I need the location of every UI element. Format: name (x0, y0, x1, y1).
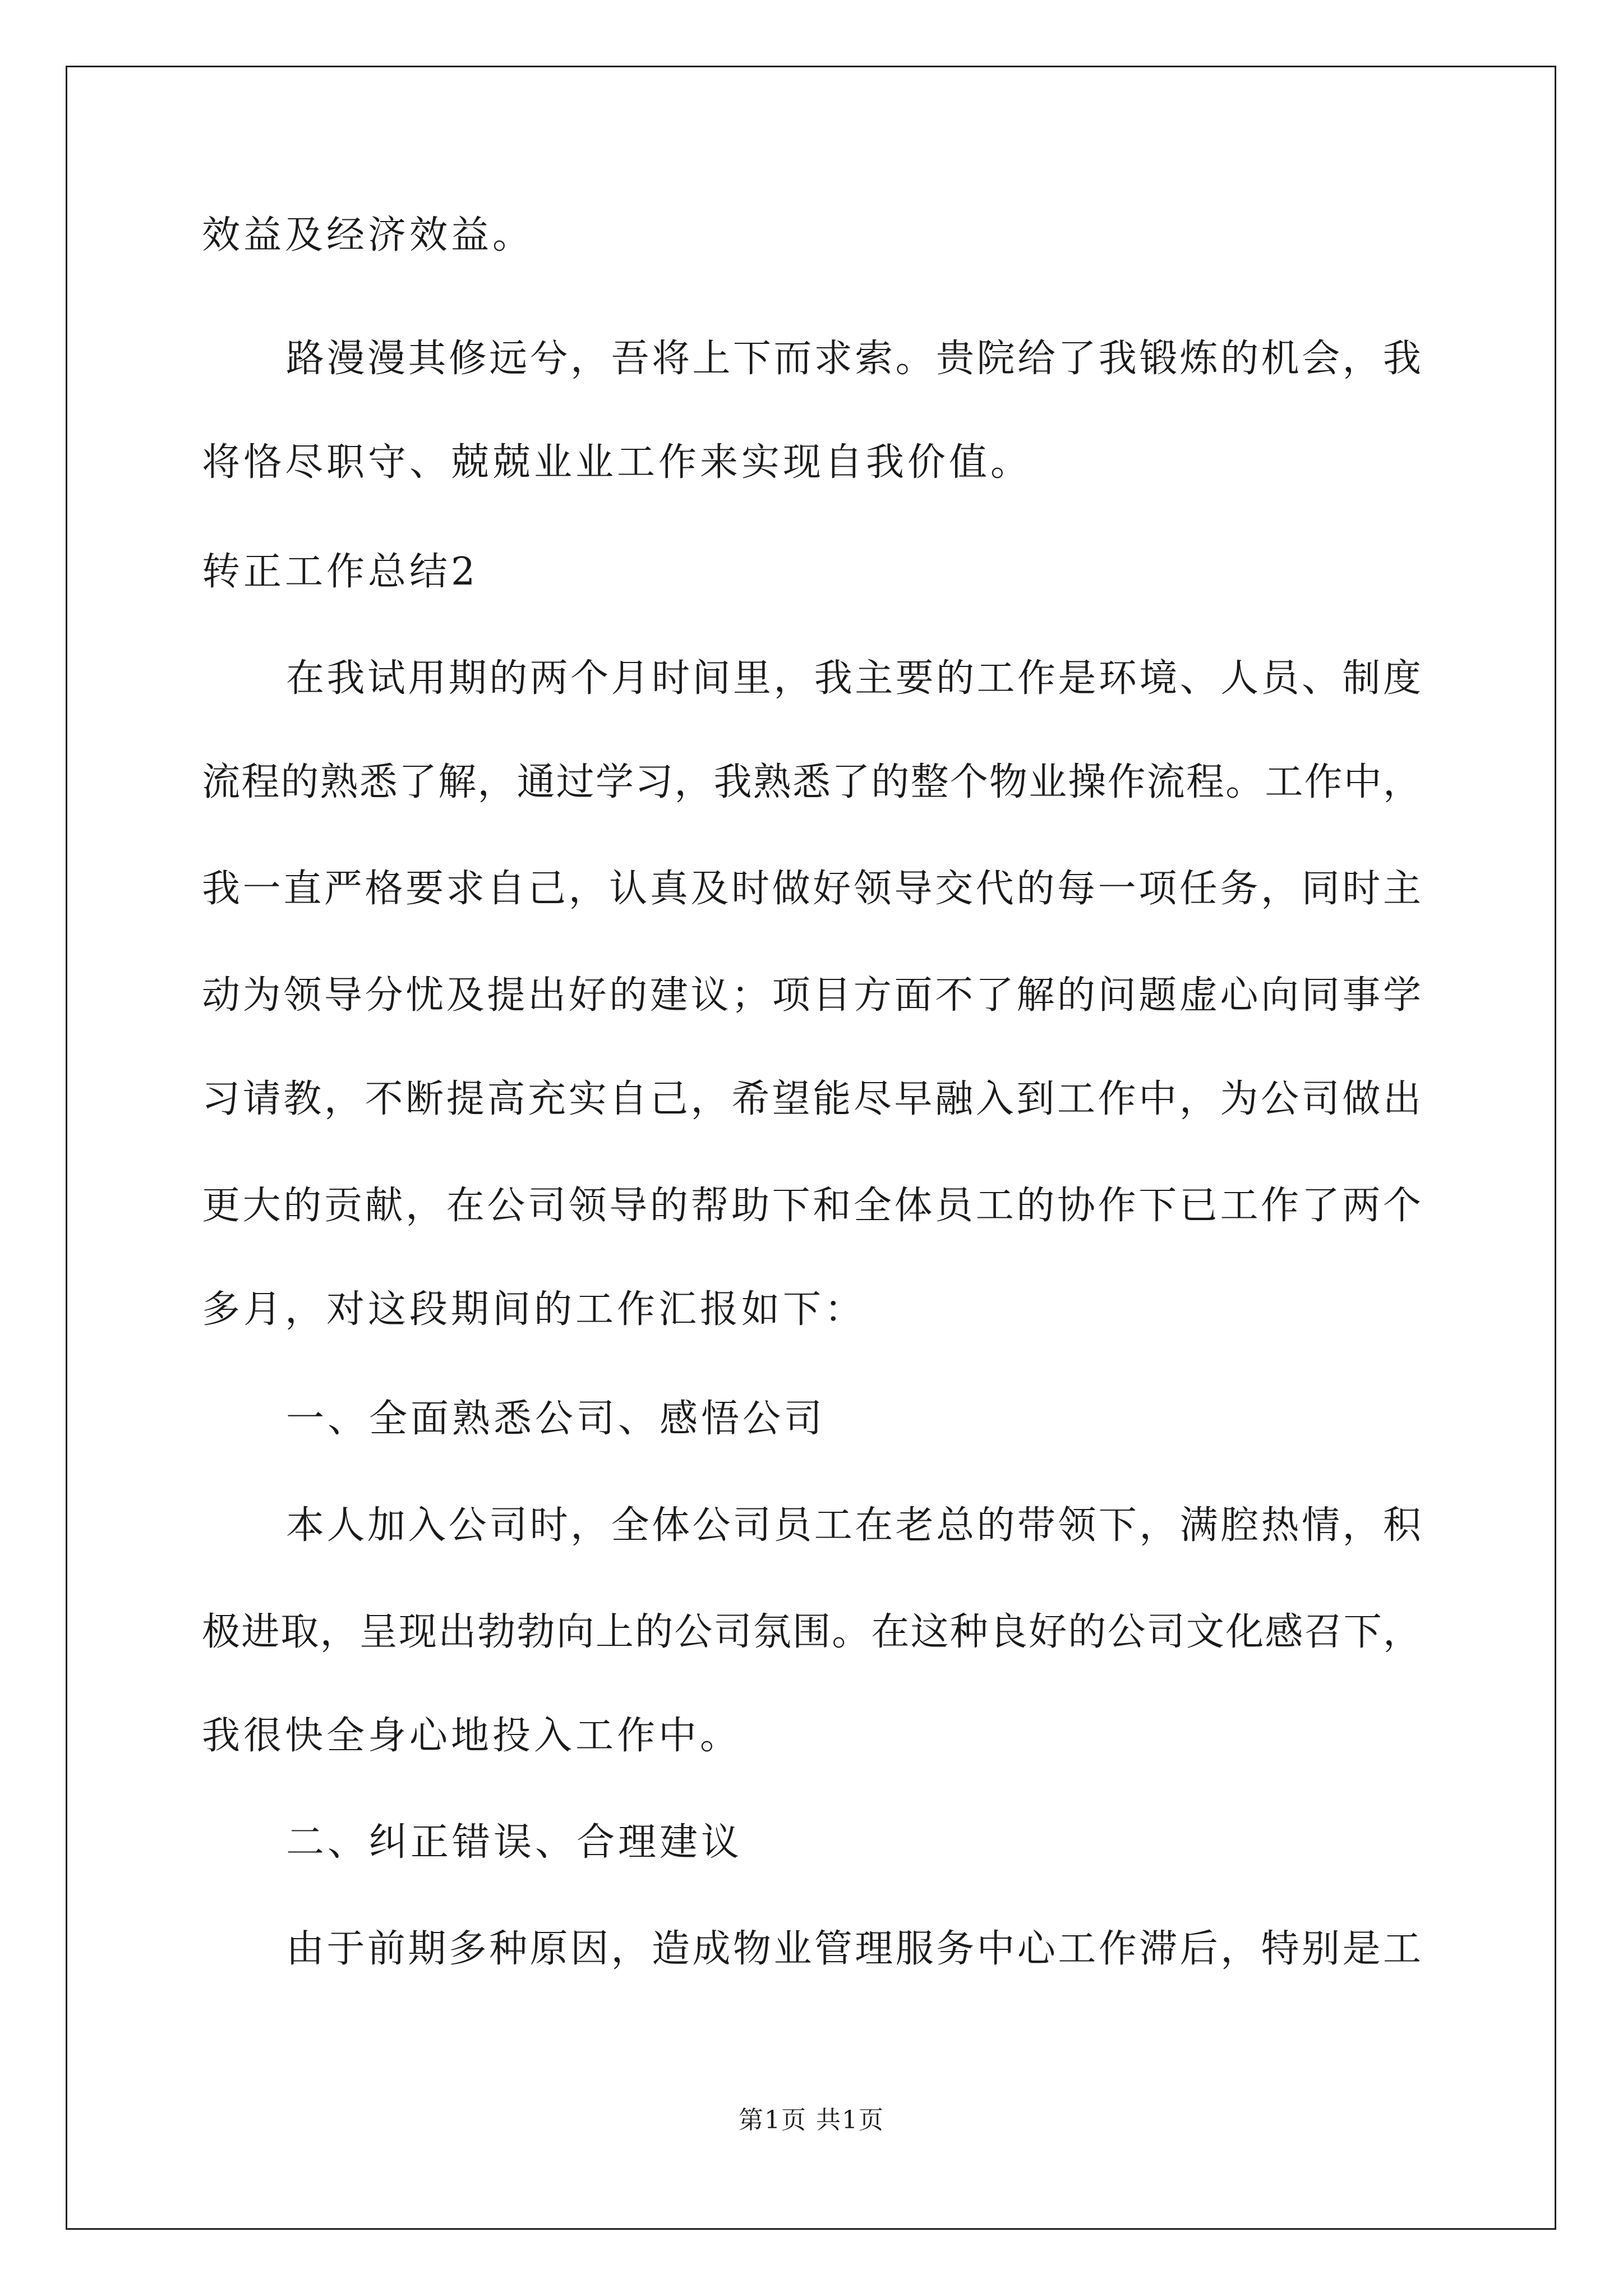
paragraph-line: 动为领导分忧及提出好的建议；项目方面不了解的问题虚心向同事学 (202, 973, 1421, 1018)
section-heading: 转正工作总结2 (202, 550, 479, 594)
paragraph-line: 将恪尽职守、兢兢业业工作来实现自我价值。 (202, 440, 1032, 485)
paragraph-line: 效益及经济效益。 (202, 213, 534, 257)
paragraph-line: 流程的熟悉了解，通过学习，我熟悉了的整个物业操作流程。工作中， (202, 760, 1421, 804)
page-border (66, 66, 1556, 2230)
subheading: 二、纠正错误、合理建议 (286, 1820, 743, 1865)
paragraph-line: 我一直严格要求自己，认真及时做好领导交代的每一项任务，同时主 (202, 867, 1421, 911)
paragraph-line: 更大的贡献，在公司领导的帮助下和全体员工的协作下已工作了两个 (202, 1184, 1421, 1228)
page-footer: 第1页 共1页 (739, 2106, 884, 2134)
paragraph-line: 路漫漫其修远兮，吾将上下而求索。贵院给了我锻炼的机会，我 (286, 337, 1421, 381)
paragraph-line: 我很快全身心地投入工作中。 (202, 1714, 742, 1758)
paragraph-line: 习请教，不断提高充实自己，希望能尽早融入到工作中，为公司做出 (202, 1077, 1421, 1121)
paragraph-line: 极进取，呈现出勃勃向上的公司氛围。在这种良好的公司文化感召下， (202, 1610, 1421, 1654)
subheading: 一、全面熟悉公司、感悟公司 (286, 1397, 826, 1441)
paragraph-line: 在我试用期的两个月时间里，我主要的工作是环境、人员、制度 (286, 656, 1421, 701)
paragraph-line: 由于前期多种原因，造成物业管理服务中心工作滞后，特别是工 (286, 1927, 1421, 1971)
paragraph-line: 本人加入公司时，全体公司员工在老总的带领下，满腔热情，积 (286, 1503, 1421, 1548)
paragraph-line: 多月，对这段期间的工作汇报如下： (202, 1287, 866, 1332)
